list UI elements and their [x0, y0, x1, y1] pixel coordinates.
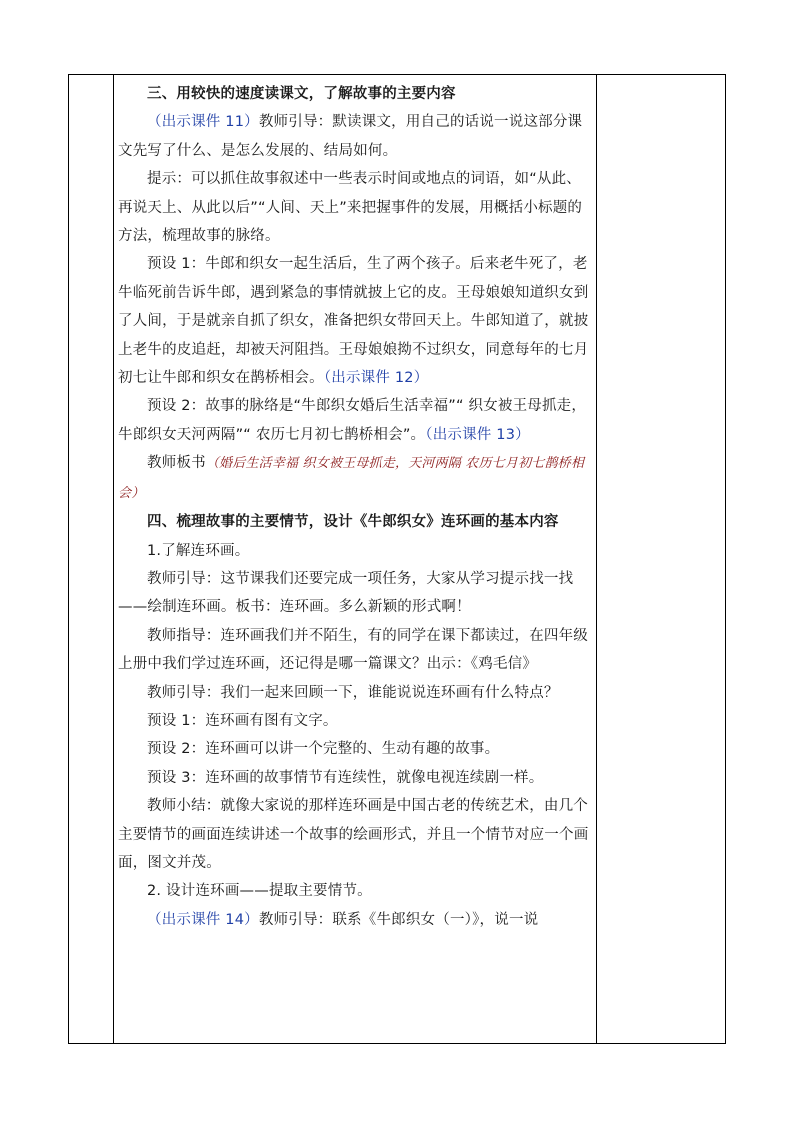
table-top-border: [68, 74, 726, 75]
paragraph: [118, 449, 592, 508]
paragraph: [118, 565, 592, 622]
table-right-border: [725, 74, 726, 1044]
paragraph-text: 教师引导：这节课我们还要完成一项任务，大家从学习提示找一找——绘制连环画。板书：连环画。多么新颖的形式啊！: [118, 570, 574, 616]
paragraph-text: 教师指导：连环画我们并不陌生，有的同学在课下都读过，在四年级上册中我们学过连环画，还记得是哪一篇课文？出示：《鸡毛信》: [118, 627, 588, 673]
paragraph-text: 1.了解连环画。: [147, 542, 250, 559]
paragraph: [118, 735, 592, 763]
paragraph-text: 预设 3：连环画的故事情节有连续性，就像电视连续剧一样。: [147, 769, 544, 786]
heading-text: 三、用较快的速度读课文，了解故事的主要内容: [147, 86, 456, 102]
paragraph-text: 提示：可以抓住故事叙述中一些表示时间或地点的词语，如“从此、再说天上、从此以后”“人间、天上”来把握事件的发展，用概括小标题的方法，梳理故事的脉络。: [118, 171, 583, 245]
paragraph-text: 教师引导：联系《牛郎织女（一）》，说一说: [258, 911, 539, 928]
heading-text: 四、梳理故事的主要情节，设计《牛郎织女》连环画的基本内容: [147, 514, 559, 531]
courseware-reference: （出示课件 14）: [147, 911, 259, 928]
paragraph-text: 预设 2：故事的脉络是“牛郎织女婚后生活幸福”“ 织女被王母抓走，牛郎织女天河两隔”“ 农历七月初七鹊桥相会”。: [118, 398, 587, 443]
table-col-divider-2: [596, 74, 597, 1044]
paragraph: [118, 764, 592, 792]
paragraph-text: 预设 1：连环画有图有文字。: [147, 712, 338, 729]
paragraph: [118, 250, 592, 392]
section-heading: [118, 508, 592, 536]
paragraph-text: 教师引导：我们一起来回顾一下，谁能说说连环画有什么特点？: [147, 684, 559, 701]
paragraph: [118, 537, 592, 565]
paragraph: [118, 877, 592, 905]
paragraph: [118, 792, 592, 877]
paragraph-text: 教师小结：就像大家说的那样连环画是中国古老的传统艺术，由几个主要情节的画面连续讲述一个故事的绘画形式，并且一个情节对应一个画面，图文并茂。: [118, 798, 589, 871]
table-left-border: [68, 74, 69, 1044]
paragraph: [118, 392, 592, 449]
paragraph: [118, 165, 592, 250]
paragraph: [118, 622, 592, 679]
paragraph-text: 2. 设计连环画——提取主要情节。: [147, 883, 372, 900]
paragraph-text: 教师板书: [147, 455, 206, 472]
courseware-reference: （出示课件 11）: [147, 114, 259, 131]
paragraph-text: 预设 1：牛郎和织女一起生活后，生了两个孩子。后来老牛死了，老牛临死前告诉牛郎，遇到紧急的事情就披上它的皮。王母娘娘知道织女到了人间，于是就亲自抓了织女，准备把织女带回天上。牛郎知道了，就披上老牛的皮追赶，却被天河阻挡。王母娘娘拗不过织女，同意每年的七月初七让牛郎和织女在鹊桥相会。: [118, 256, 589, 387]
courseware-reference: （出示课件 13）: [425, 426, 530, 443]
table-bottom-border: [68, 1043, 726, 1044]
board-writing-text: （婚后生活幸福 织女被王母抓走，天河两隔 农历七月初七鹊桥相会）: [118, 456, 585, 501]
paragraph: [118, 707, 592, 735]
table-col-divider-1: [113, 74, 114, 1044]
paragraph: [118, 108, 592, 165]
paragraph-text: 教师引导：默读课文，用自己的话说一说这部分课文先写了什么、是怎么发展的、结局如何。: [118, 114, 583, 159]
paragraph: [118, 679, 592, 707]
courseware-reference: （出示课件 12）: [323, 370, 429, 387]
paragraph-text: 预设 2：连环画可以讲一个完整的、生动有趣的故事。: [147, 741, 500, 758]
lesson-content-cell: [118, 80, 592, 934]
section-heading: [118, 80, 592, 108]
paragraph: [118, 906, 592, 934]
